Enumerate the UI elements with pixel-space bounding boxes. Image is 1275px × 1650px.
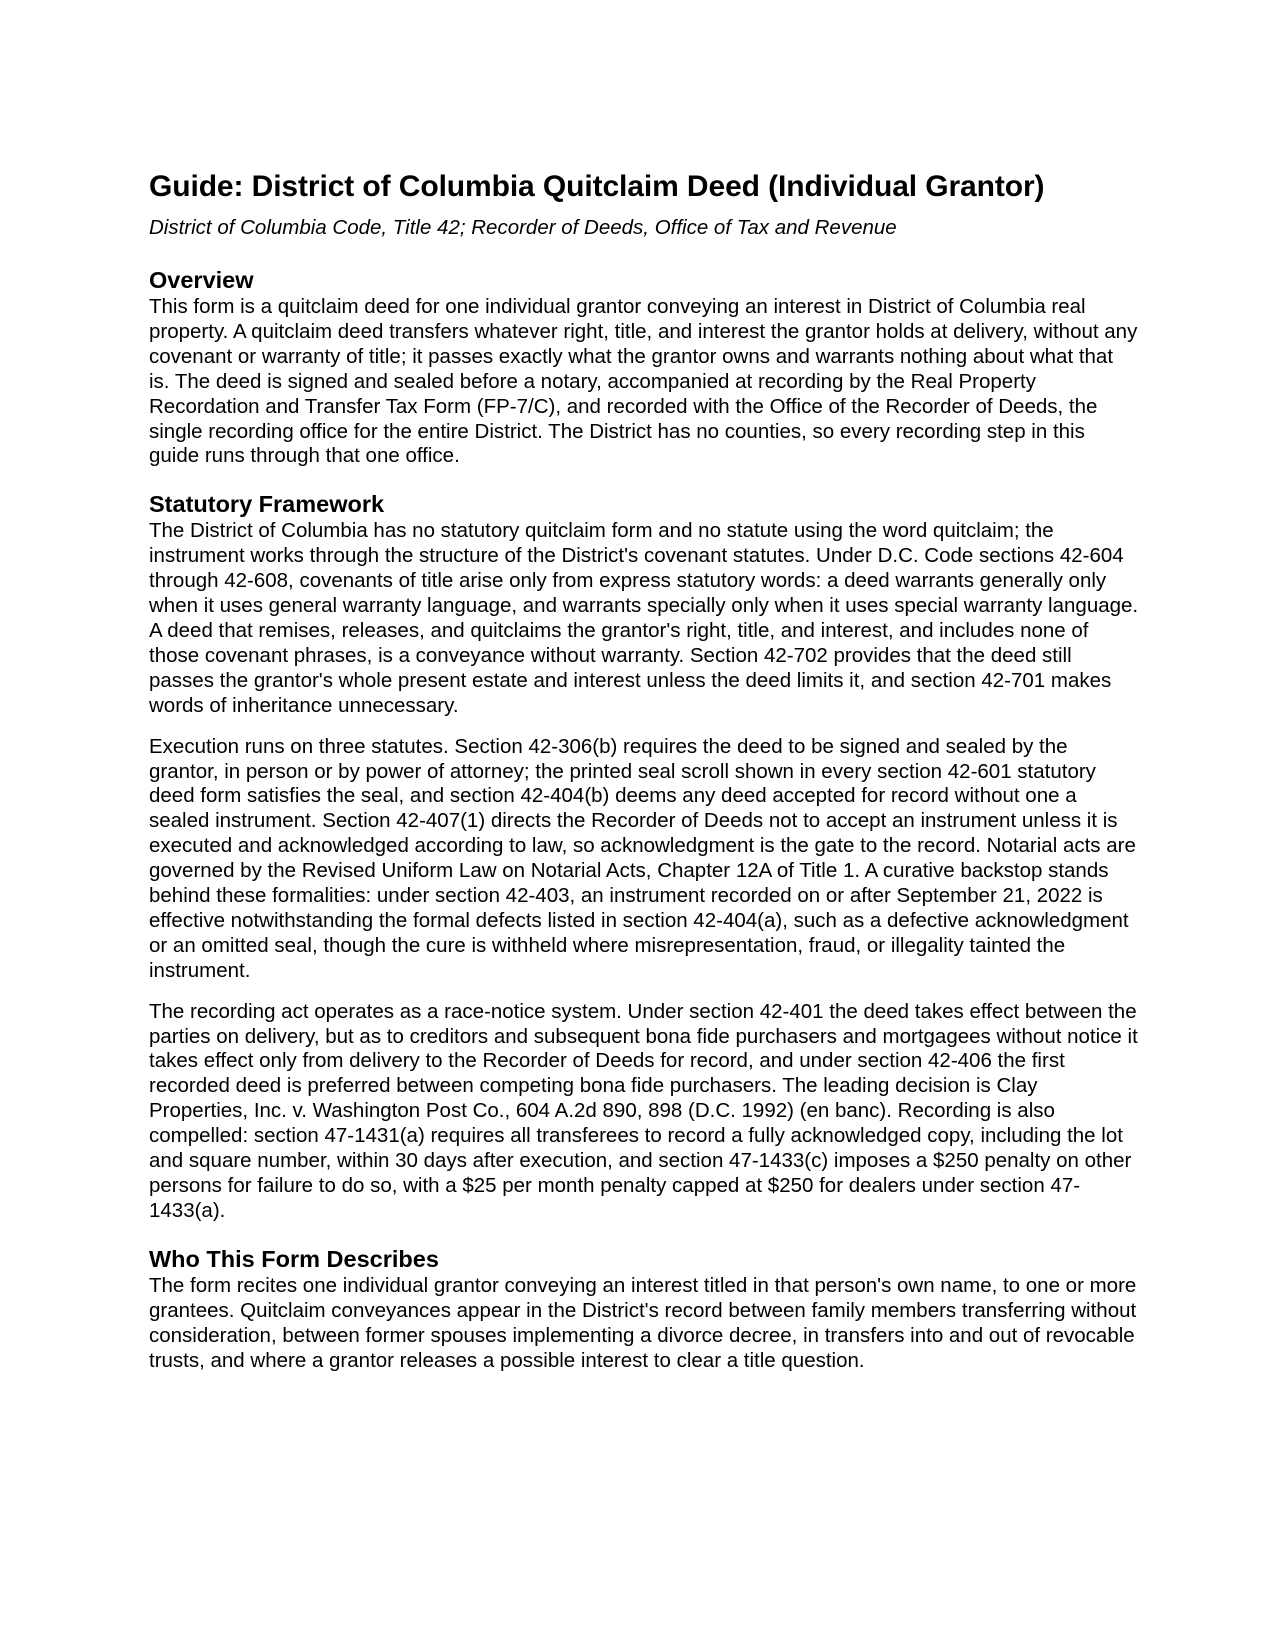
document-title: Guide: District of Columbia Quitclaim Deed (Individual Grantor) — [149, 170, 1045, 203]
paragraph: Execution runs on three statutes. Section 42-306(b) requires the deed to be signed and sealed by the grantor, in person or by power of attorney; the printed seal scroll shown in every section 42-601 statutory deed form satisfies the seal, and section 42-404(b) deems any deed accepted for record without one a sealed instrument. Section 42-407(1) directs the Recorder of Deeds not to accept an instrument unless it is executed and acknowledged according to law, so acknowledgment is the gate to the record. Notarial acts are governed by the Revised Uniform Law on Notarial Acts, Chapter 12A of Title 1. A curative backstop stands behind these formalities: under section 42-403, an instrument recorded on or after September 21, 2022 is effective notwithstanding the formal defects listed in section 42-404(a), such as a defective acknowledgment or an omitted seal, though the cure is withheld where misrepresentation, fraud, or illegality tainted the instrument. — [149, 734, 1136, 982]
paragraph: The recording act operates as a race-notice system. Under section 42-401 the deed takes effect between the parties on delivery, but as to creditors and subsequent bona fide purchasers and mortgagees without notice it takes effect only from delivery to the Recorder of Deeds for record, and under section 42-406 the first recorded deed is preferred between competing bona fide purchasers. The leading decision is Clay Properties, Inc. v. Washington Post Co., 604 A.2d 890, 898 (D.C. 1992) (en banc). Recording is also compelled: section 47-1431(a) requires all transferees to record a fully acknowledged copy, including the lot and square number, within 30 days after execution, and section 47-1433(c) imposes a $250 penalty on other persons for failure to do so, with a $25 per month penalty capped at $250 for dealers under section 47-1433(a). — [149, 999, 1138, 1222]
document-subtitle: District of Columbia Code, Title 42; Recorder of Deeds, Office of Tax and Revenue — [149, 216, 897, 239]
paragraph: This form is a quitclaim deed for one individual grantor conveying an interest in District of Columbia real property. A quitclaim deed transfers whatever right, title, and interest the grantor holds at delivery, without any covenant or warranty of title; it passes exactly what the grantor owns and warrants nothing about what that is. The deed is signed and sealed before a notary, accompanied at recording by the Real Property Recordation and Transfer Tax Form (FP-7/C), and recorded with the Office of the Recorder of Deeds, the single recording office for the entire District. The District has no counties, so every recording step in this guide runs through that one office. — [149, 295, 1138, 468]
paragraph: The District of Columbia has no statutory quitclaim form and no statute using the word quitclaim; the instrument works through the structure of the District's covenant statutes. Under D.C. Code sections 42-604 through 42-608, covenants of title arise only from express statutory words: a deed warrants generally only when it uses general warranty language, and warrants specially only when it uses special warranty language. A deed that remises, releases, and quitclaims the grantor's right, title, and interest, and includes none of those covenant phrases, is a conveyance without warranty. Section 42-702 provides that the deed still passes the grantor's whole present estate and interest unless the deed limits it, and section 42-701 makes words of inheritance unnecessary. — [149, 519, 1139, 717]
section-who-this-form-describes — [149, 1244, 1139, 1374]
section-heading: Who This Form Describes — [149, 1245, 439, 1272]
section-overview — [149, 265, 1139, 469]
document-page — [149, 168, 1139, 1373]
section-heading: Overview — [149, 267, 254, 293]
section-statutory-framework — [149, 489, 1139, 1223]
paragraph: The form recites one individual grantor conveying an interest titled in that person's own name, to one or more grantees. Quitclaim conveyances appear in the District's record between family members transferring without consideration, between former spouses implementing a divorce decree, in transfers into and out of revocable trusts, and where a grantor releases a possible interest to clear a title question. — [149, 1273, 1137, 1372]
section-heading: Statutory Framework — [149, 491, 385, 518]
